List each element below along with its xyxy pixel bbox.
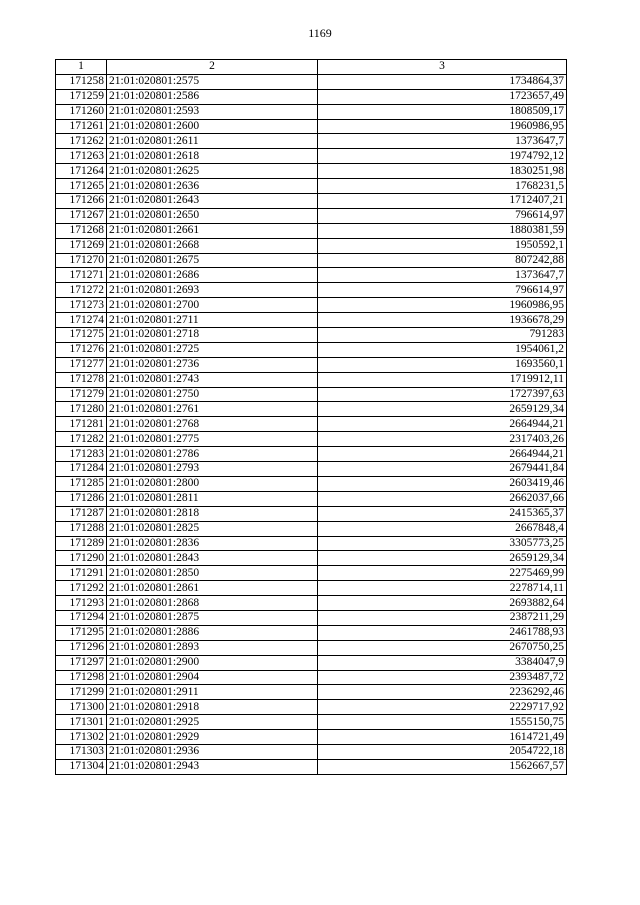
- cadastral-number-cell: 21:01:020801:2711: [107, 313, 318, 328]
- table-row: [56, 715, 567, 730]
- value-cell: 2664944,21: [318, 447, 567, 462]
- cadastral-number-cell: 21:01:020801:2575: [107, 74, 318, 89]
- cadastral-number-cell: 21:01:020801:2868: [107, 596, 318, 611]
- row-number-cell: 171301: [56, 715, 107, 730]
- value-cell: 1727397,63: [318, 387, 567, 402]
- table-row: [56, 164, 567, 179]
- cadastral-number-cell: 21:01:020801:2736: [107, 357, 318, 372]
- table-row: [56, 402, 567, 417]
- row-number-cell: 171294: [56, 610, 107, 625]
- table-row: [56, 759, 567, 774]
- value-cell: 1373647,7: [318, 268, 567, 283]
- table-row: [56, 417, 567, 432]
- value-cell: 1734864,37: [318, 74, 567, 89]
- value-cell: 807242,88: [318, 253, 567, 268]
- table-row: [56, 283, 567, 298]
- cadastral-number-cell: 21:01:020801:2768: [107, 417, 318, 432]
- column-header-2: 2: [107, 60, 318, 75]
- cadastral-number-cell: 21:01:020801:2918: [107, 700, 318, 715]
- table-row: [56, 342, 567, 357]
- value-cell: 1936678,29: [318, 313, 567, 328]
- cadastral-number-cell: 21:01:020801:2836: [107, 536, 318, 551]
- row-number-cell: 171272: [56, 283, 107, 298]
- table-row: [56, 179, 567, 194]
- value-cell: 2275469,99: [318, 566, 567, 581]
- row-number-cell: 171271: [56, 268, 107, 283]
- table-row: [56, 655, 567, 670]
- cadastral-number-cell: 21:01:020801:2943: [107, 759, 318, 774]
- table-row: [56, 119, 567, 134]
- value-cell: 2603419,46: [318, 476, 567, 491]
- value-cell: 2693882,64: [318, 596, 567, 611]
- row-number-cell: 171278: [56, 372, 107, 387]
- value-cell: 1562667,57: [318, 759, 567, 774]
- table-header: [56, 60, 567, 75]
- table-row: [56, 506, 567, 521]
- cadastral-number-cell: 21:01:020801:2675: [107, 253, 318, 268]
- table-row: [56, 134, 567, 149]
- cadastral-number-cell: 21:01:020801:2593: [107, 104, 318, 119]
- row-number-cell: 171282: [56, 432, 107, 447]
- cadastral-number-cell: 21:01:020801:2625: [107, 164, 318, 179]
- row-number-cell: 171287: [56, 506, 107, 521]
- table-row: [56, 104, 567, 119]
- row-number-cell: 171300: [56, 700, 107, 715]
- row-number-cell: 171279: [56, 387, 107, 402]
- value-cell: 2664944,21: [318, 417, 567, 432]
- row-number-cell: 171303: [56, 744, 107, 759]
- row-number-cell: 171298: [56, 670, 107, 685]
- row-number-cell: 171280: [56, 402, 107, 417]
- row-number-cell: 171295: [56, 625, 107, 640]
- table-row: [56, 640, 567, 655]
- cadastral-number-cell: 21:01:020801:2929: [107, 730, 318, 745]
- table-row: [56, 610, 567, 625]
- table-row: [56, 387, 567, 402]
- row-number-cell: 171292: [56, 581, 107, 596]
- value-cell: 2387211,29: [318, 610, 567, 625]
- row-number-cell: 171277: [56, 357, 107, 372]
- cadastral-number-cell: 21:01:020801:2725: [107, 342, 318, 357]
- cadastral-number-cell: 21:01:020801:2750: [107, 387, 318, 402]
- row-number-cell: 171273: [56, 298, 107, 313]
- cadastral-number-cell: 21:01:020801:2843: [107, 551, 318, 566]
- value-cell: 2278714,11: [318, 581, 567, 596]
- row-number-cell: 171284: [56, 462, 107, 477]
- header-row: [56, 60, 567, 75]
- value-cell: 1974792,12: [318, 149, 567, 164]
- value-cell: 2317403,26: [318, 432, 567, 447]
- row-number-cell: 171263: [56, 149, 107, 164]
- value-cell: 2659129,34: [318, 402, 567, 417]
- value-cell: 1808509,17: [318, 104, 567, 119]
- cadastral-number-cell: 21:01:020801:2811: [107, 491, 318, 506]
- row-number-cell: 171262: [56, 134, 107, 149]
- value-cell: 796614,97: [318, 283, 567, 298]
- table-row: [56, 700, 567, 715]
- registry-table: [55, 59, 567, 775]
- value-cell: 2679441,84: [318, 462, 567, 477]
- value-cell: 2667848,4: [318, 521, 567, 536]
- row-number-cell: 171269: [56, 238, 107, 253]
- value-cell: 1950592,1: [318, 238, 567, 253]
- cadastral-number-cell: 21:01:020801:2893: [107, 640, 318, 655]
- table-row: [56, 238, 567, 253]
- value-cell: 2229717,92: [318, 700, 567, 715]
- cadastral-number-cell: 21:01:020801:2936: [107, 744, 318, 759]
- value-cell: 1880381,59: [318, 223, 567, 238]
- row-number-cell: 171258: [56, 74, 107, 89]
- cadastral-number-cell: 21:01:020801:2875: [107, 610, 318, 625]
- cadastral-number-cell: 21:01:020801:2636: [107, 179, 318, 194]
- cadastral-number-cell: 21:01:020801:2700: [107, 298, 318, 313]
- row-number-cell: 171267: [56, 208, 107, 223]
- cadastral-number-cell: 21:01:020801:2904: [107, 670, 318, 685]
- row-number-cell: 171264: [56, 164, 107, 179]
- table-row: [56, 536, 567, 551]
- column-header-1: 1: [56, 60, 107, 75]
- table-row: [56, 268, 567, 283]
- table-row: [56, 744, 567, 759]
- value-cell: 2054722,18: [318, 744, 567, 759]
- value-cell: 2670750,25: [318, 640, 567, 655]
- row-number-cell: 171286: [56, 491, 107, 506]
- cadastral-number-cell: 21:01:020801:2743: [107, 372, 318, 387]
- table-row: [56, 551, 567, 566]
- cadastral-number-cell: 21:01:020801:2761: [107, 402, 318, 417]
- cadastral-number-cell: 21:01:020801:2618: [107, 149, 318, 164]
- table-row: [56, 596, 567, 611]
- table-row: [56, 581, 567, 596]
- row-number-cell: 171285: [56, 476, 107, 491]
- cadastral-number-cell: 21:01:020801:2693: [107, 283, 318, 298]
- table-body: [56, 74, 567, 774]
- row-number-cell: 171275: [56, 328, 107, 343]
- table-row: [56, 625, 567, 640]
- table-row: [56, 328, 567, 343]
- value-cell: 2461788,93: [318, 625, 567, 640]
- value-cell: 791283: [318, 328, 567, 343]
- table-row: [56, 476, 567, 491]
- page-number: 1169: [308, 26, 332, 40]
- value-cell: 1954061,2: [318, 342, 567, 357]
- table-row: [56, 447, 567, 462]
- row-number-cell: 171299: [56, 685, 107, 700]
- value-cell: 1373647,7: [318, 134, 567, 149]
- value-cell: 2393487,72: [318, 670, 567, 685]
- cadastral-number-cell: 21:01:020801:2850: [107, 566, 318, 581]
- cadastral-number-cell: 21:01:020801:2800: [107, 476, 318, 491]
- table-row: [56, 521, 567, 536]
- cadastral-number-cell: 21:01:020801:2925: [107, 715, 318, 730]
- table-row: [56, 357, 567, 372]
- table-row: [56, 670, 567, 685]
- cadastral-number-cell: 21:01:020801:2586: [107, 89, 318, 104]
- cadastral-number-cell: 21:01:020801:2611: [107, 134, 318, 149]
- cadastral-number-cell: 21:01:020801:2793: [107, 462, 318, 477]
- cadastral-number-cell: 21:01:020801:2661: [107, 223, 318, 238]
- row-number-cell: 171260: [56, 104, 107, 119]
- row-number-cell: 171274: [56, 313, 107, 328]
- table-row: [56, 223, 567, 238]
- cadastral-number-cell: 21:01:020801:2786: [107, 447, 318, 462]
- value-cell: 1960986,95: [318, 119, 567, 134]
- value-cell: 2662037,66: [318, 491, 567, 506]
- cadastral-number-cell: 21:01:020801:2775: [107, 432, 318, 447]
- table-row: [56, 491, 567, 506]
- cadastral-number-cell: 21:01:020801:2686: [107, 268, 318, 283]
- table-row: [56, 313, 567, 328]
- value-cell: 2415365,37: [318, 506, 567, 521]
- value-cell: 1693560,1: [318, 357, 567, 372]
- table-row: [56, 298, 567, 313]
- value-cell: 1614721,49: [318, 730, 567, 745]
- row-number-cell: 171261: [56, 119, 107, 134]
- row-number-cell: 171290: [56, 551, 107, 566]
- value-cell: 1719912,11: [318, 372, 567, 387]
- cadastral-number-cell: 21:01:020801:2911: [107, 685, 318, 700]
- cadastral-number-cell: 21:01:020801:2650: [107, 208, 318, 223]
- table-row: [56, 730, 567, 745]
- cadastral-number-cell: 21:01:020801:2818: [107, 506, 318, 521]
- table-row: [56, 149, 567, 164]
- row-number-cell: 171289: [56, 536, 107, 551]
- row-number-cell: 171270: [56, 253, 107, 268]
- cadastral-number-cell: 21:01:020801:2861: [107, 581, 318, 596]
- value-cell: 2659129,34: [318, 551, 567, 566]
- cadastral-number-cell: 21:01:020801:2600: [107, 119, 318, 134]
- row-number-cell: 171268: [56, 223, 107, 238]
- value-cell: 1960986,95: [318, 298, 567, 313]
- cadastral-number-cell: 21:01:020801:2668: [107, 238, 318, 253]
- value-cell: 2236292,46: [318, 685, 567, 700]
- value-cell: 3384047,9: [318, 655, 567, 670]
- row-number-cell: 171265: [56, 179, 107, 194]
- table-row: [56, 208, 567, 223]
- cadastral-number-cell: 21:01:020801:2643: [107, 194, 318, 209]
- row-number-cell: 171288: [56, 521, 107, 536]
- table-row: [56, 194, 567, 209]
- table-row: [56, 89, 567, 104]
- value-cell: 796614,97: [318, 208, 567, 223]
- table-row: [56, 432, 567, 447]
- value-cell: 3305773,25: [318, 536, 567, 551]
- row-number-cell: 171291: [56, 566, 107, 581]
- value-cell: 1768231,5: [318, 179, 567, 194]
- table-row: [56, 253, 567, 268]
- value-cell: 1712407,21: [318, 194, 567, 209]
- row-number-cell: 171283: [56, 447, 107, 462]
- value-cell: 1830251,98: [318, 164, 567, 179]
- row-number-cell: 171281: [56, 417, 107, 432]
- column-header-3: 3: [318, 60, 567, 75]
- cadastral-number-cell: 21:01:020801:2825: [107, 521, 318, 536]
- row-number-cell: 171296: [56, 640, 107, 655]
- row-number-cell: 171304: [56, 759, 107, 774]
- table-row: [56, 685, 567, 700]
- row-number-cell: 171259: [56, 89, 107, 104]
- row-number-cell: 171266: [56, 194, 107, 209]
- row-number-cell: 171293: [56, 596, 107, 611]
- cadastral-number-cell: 21:01:020801:2900: [107, 655, 318, 670]
- table-row: [56, 74, 567, 89]
- cadastral-number-cell: 21:01:020801:2886: [107, 625, 318, 640]
- table-row: [56, 566, 567, 581]
- cadastral-number-cell: 21:01:020801:2718: [107, 328, 318, 343]
- table-row: [56, 462, 567, 477]
- row-number-cell: 171297: [56, 655, 107, 670]
- row-number-cell: 171302: [56, 730, 107, 745]
- value-cell: 1555150,75: [318, 715, 567, 730]
- table-row: [56, 372, 567, 387]
- value-cell: 1723657,49: [318, 89, 567, 104]
- row-number-cell: 171276: [56, 342, 107, 357]
